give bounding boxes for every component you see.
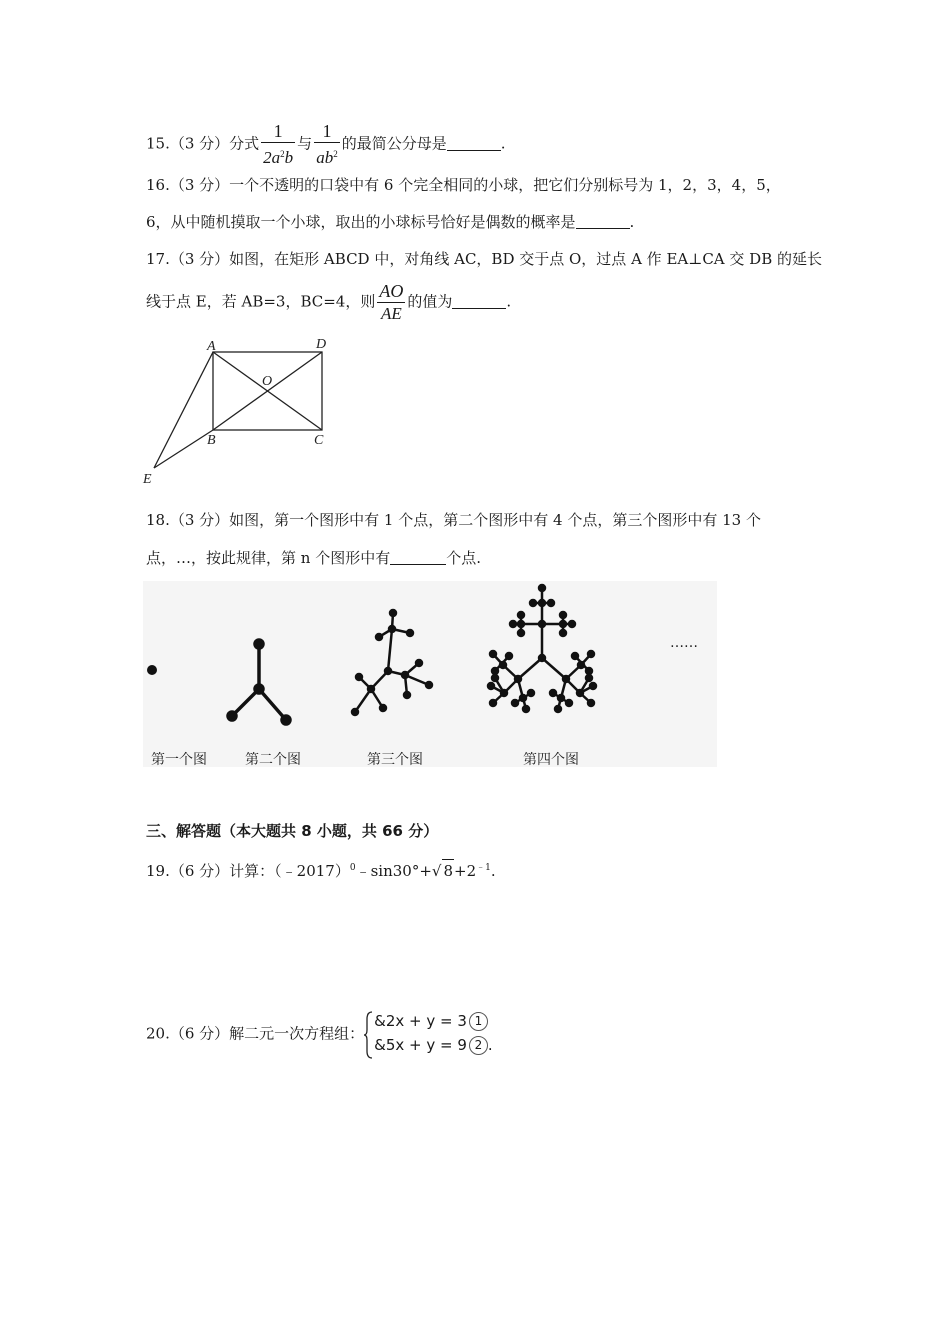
- figure-4: [488, 585, 596, 712]
- equation-system: &2x + y = 3 1 &5x + y = 9 2 .: [364, 1009, 493, 1057]
- question-16-line-1: 16.（3 分）一个不透明的口袋中有 6 个完全相同的小球，把它们分别标号为 1，2，3，4，5，: [146, 176, 781, 194]
- figure-3: [352, 610, 432, 715]
- section-3-heading: 三、解答题（本大题共 8 小题，共 66 分）: [146, 822, 439, 840]
- pattern-figures: [143, 581, 717, 767]
- ellipsis: ……: [670, 635, 698, 651]
- question-16-line-2: 6，从中随机摸取一个小球，取出的小球标号恰好是偶数的概率是 .: [146, 213, 635, 231]
- label-e: E: [143, 472, 152, 487]
- caption-figure-1: 第一个图: [151, 752, 207, 768]
- fraction-2: $\frac{1}{ab^2}$: [316, 121, 338, 167]
- rectangle-figure: [140, 335, 340, 490]
- fraction-ao-ae: $\frac{AO}{AE}$: [379, 281, 404, 323]
- caption-figure-4: 第四个图: [523, 752, 579, 768]
- question-18-line-2: 点，…，按此规律，第 n 个图形中有 个点.: [146, 549, 481, 567]
- line-be: [154, 430, 213, 468]
- equation-mark-1: 1: [469, 1012, 488, 1031]
- answer-blank[interactable]: [447, 136, 501, 151]
- label-b: B: [207, 433, 216, 448]
- caption-figure-3: 第三个图: [367, 752, 423, 768]
- brace-icon: [364, 1011, 373, 1059]
- answer-blank[interactable]: [576, 214, 630, 229]
- line-ae: [154, 352, 213, 468]
- label-o: O: [262, 374, 273, 389]
- equation-mark-2: 2: [469, 1036, 488, 1055]
- label-a: A: [207, 339, 216, 354]
- figure-2: [228, 640, 290, 724]
- figure-1-dot: [147, 665, 157, 675]
- question-20: 20.（6 分）解二元一次方程组： &2x + y = 3 1 &5x + y = 9 2 .: [146, 1009, 493, 1057]
- fraction-1: $\frac{1}{2a^2b}$: [263, 121, 294, 167]
- label-d: D: [316, 337, 327, 352]
- label-c: C: [314, 433, 324, 448]
- question-17-line-2: 线于点 E，若 AB=3，BC=4，则 $\frac{AO}{AE}$ 的值为 .: [146, 281, 512, 323]
- answer-blank[interactable]: [452, 294, 506, 309]
- question-19: 19.（6 分）计算：（﹣2017）$^0$﹣sin30°+√ $8+2^{﹣1}$.: [146, 857, 496, 882]
- answer-blank[interactable]: [390, 550, 446, 565]
- question-15: 15.（3 分）分式 $\frac{1}{2a^2b}$ 与 $\frac{1}{ab^2}$ 的最简公分母是 .: [146, 121, 506, 167]
- question-18-line-1: 18.（3 分）如图，第一个图形中有 1 个点，第二个图形中有 4 个点，第三个图形中有 13 个: [146, 511, 761, 529]
- caption-figure-2: 第二个图: [245, 752, 301, 768]
- question-17-line-1: 17.（3 分）如图，在矩形 ABCD 中，对角线 AC，BD 交于点 O，过点 A 作 EA⊥CA 交 DB 的延长: [146, 250, 822, 268]
